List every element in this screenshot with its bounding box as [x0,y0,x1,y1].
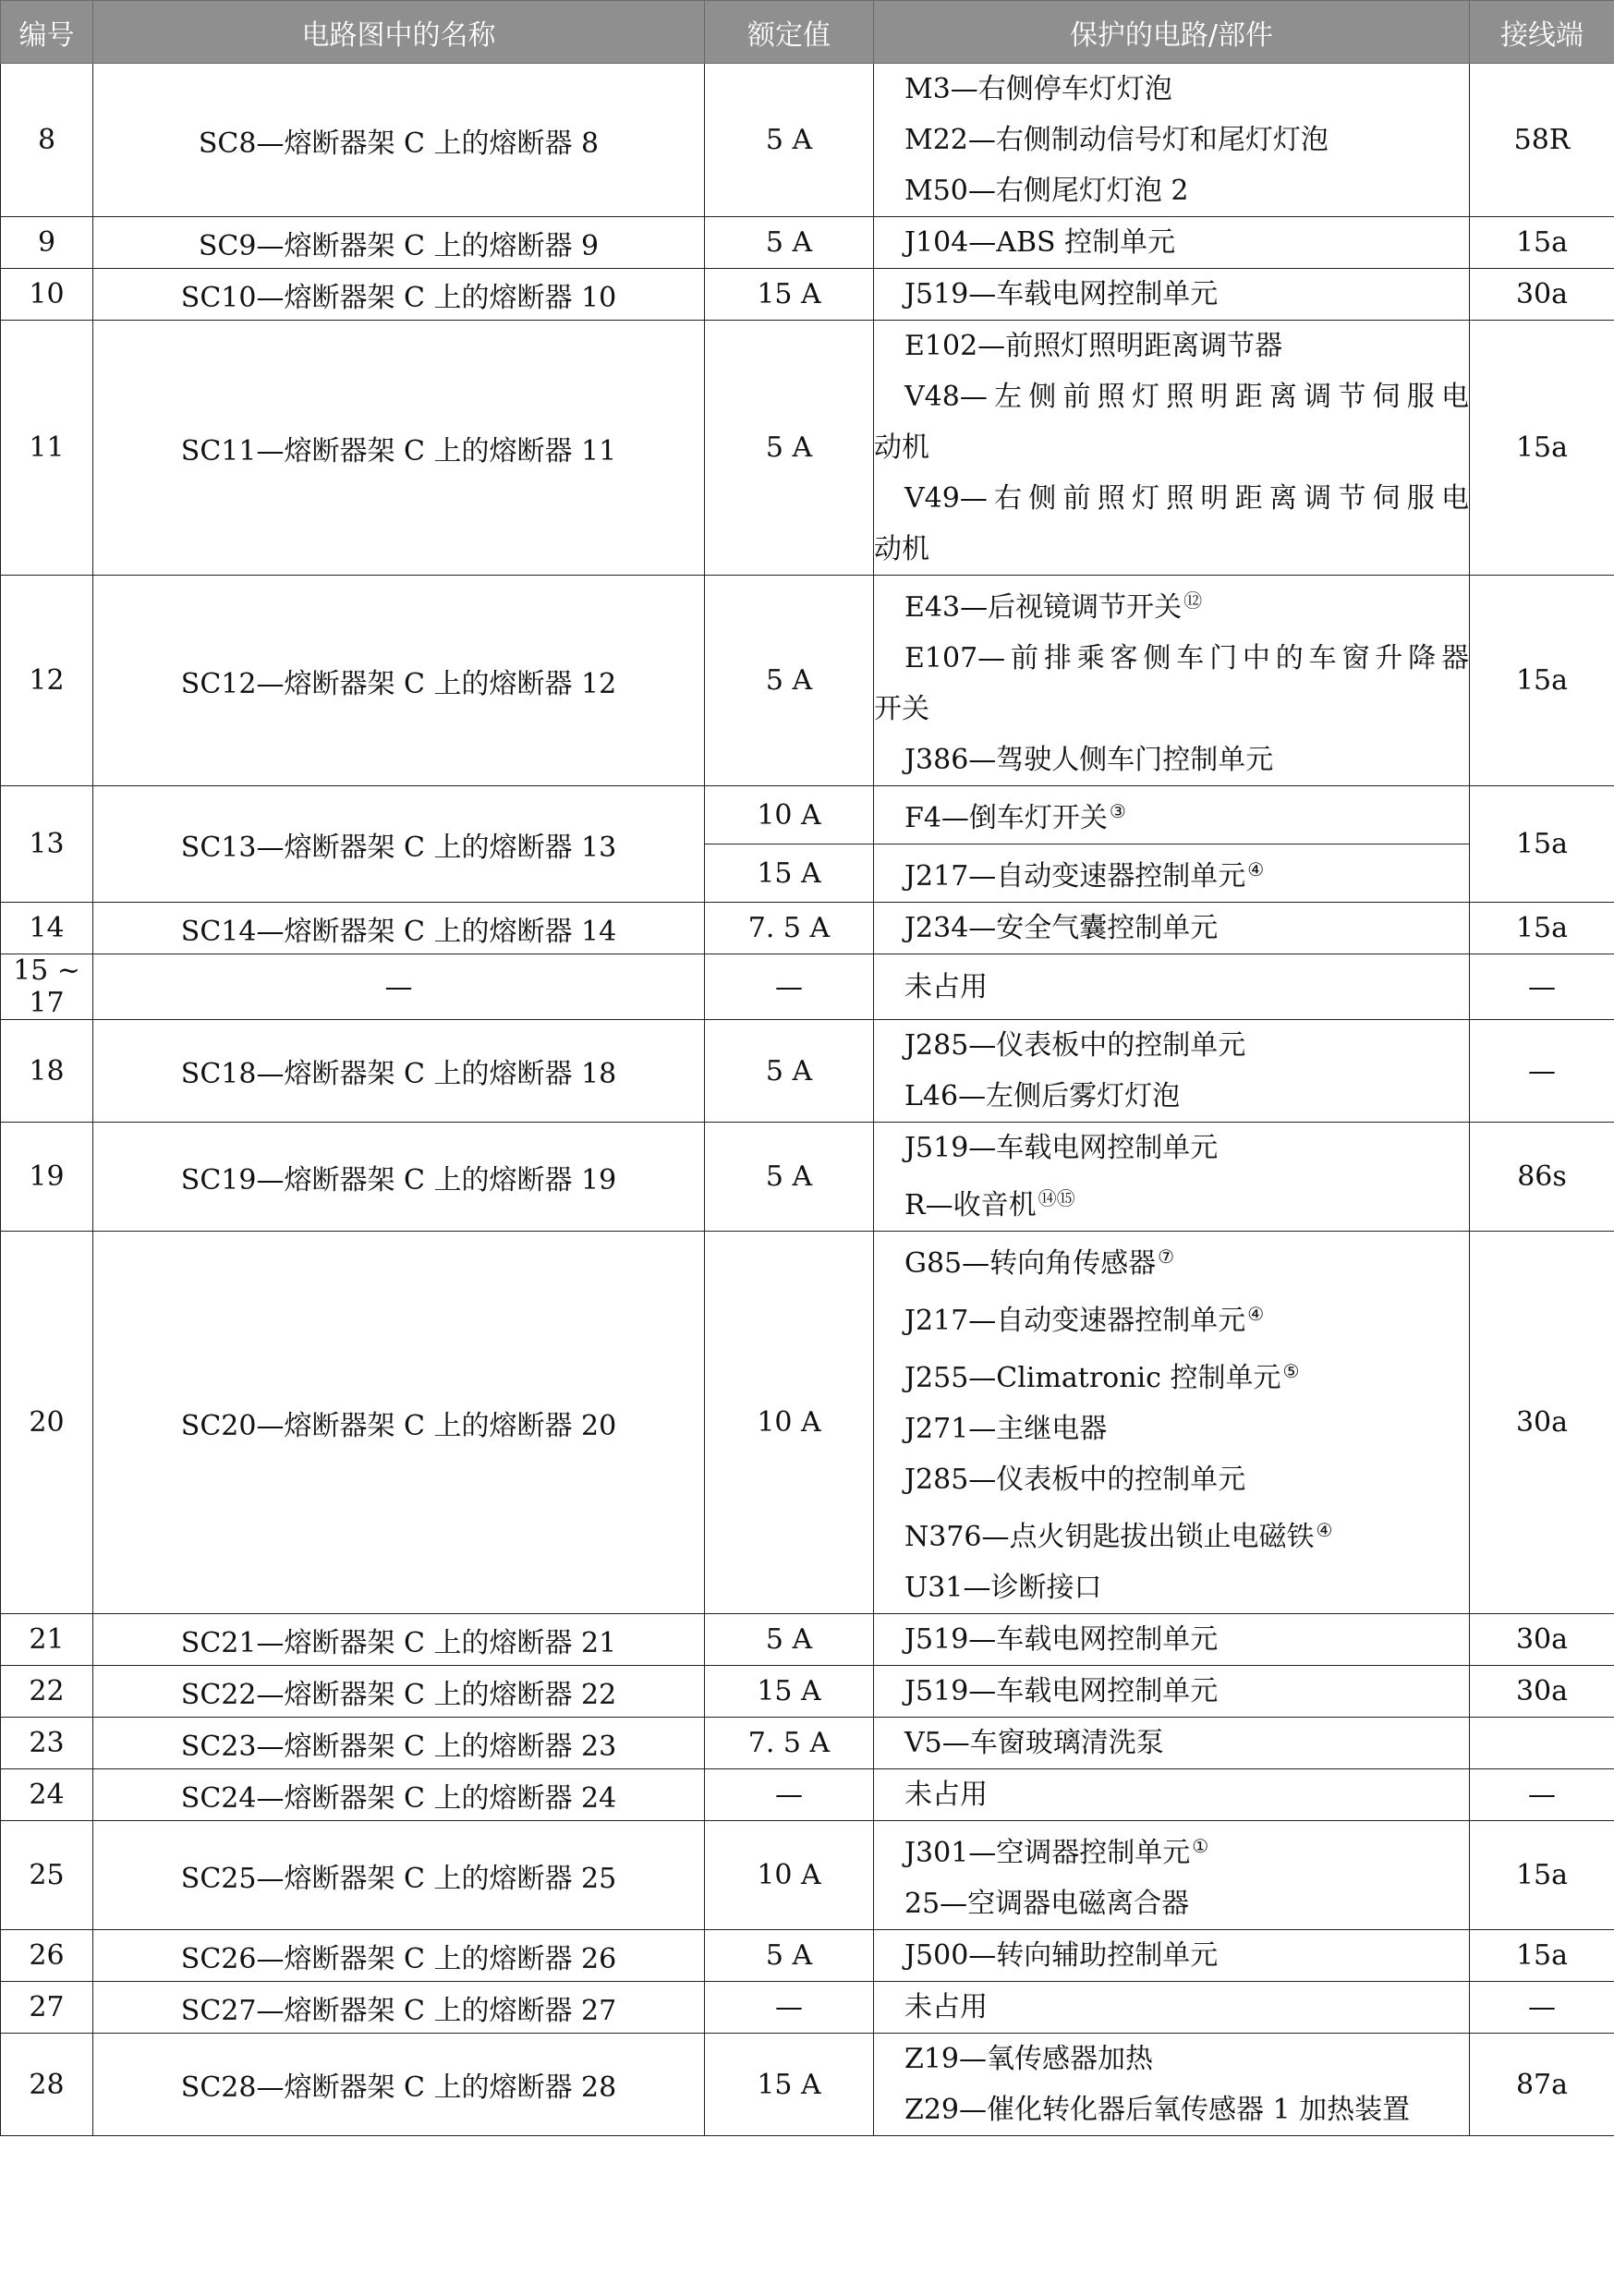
part-line [874,1232,1469,1289]
part-text: 25—空调器电磁离合器 [904,1888,1190,1920]
part-line [874,1718,1469,1768]
part-text: E107—前排乘客侧车门中的车窗升降器 [904,642,1469,674]
terminal [1470,1718,1614,1769]
table-row [1,1769,1614,1821]
part-line-continued [874,422,1469,473]
part-line [874,786,1469,844]
fuse-number: 14 [1,903,93,954]
fuse-rating: 10 A [705,786,874,844]
table-row [1,64,1614,217]
part-line-continued [874,684,1469,735]
protected-parts [874,1821,1470,1930]
fuse-number: 26 [1,1930,93,1982]
fuse-rating: 7. 5 A [705,903,874,954]
protected-parts [874,321,1470,576]
part-text: J285—仪表板中的控制单元 [904,1464,1246,1496]
footnote-marker: ④ [1247,1303,1265,1325]
fuse-rating: 5 A [705,1123,874,1232]
part-line [874,1769,1469,1820]
circuit-name: SC25—熔断器架 C 上的熔断器 25 [93,1821,705,1930]
protected-parts [874,903,1470,954]
circuit-name: SC12—熔断器架 C 上的熔断器 12 [93,576,705,786]
part-line [874,165,1469,216]
fuse-rating: 5 A [705,321,874,576]
part-line [874,1403,1469,1454]
part-text: J255—Climatronic 控制单元 [904,1362,1281,1394]
part-text: J519—车载电网控制单元 [904,278,1219,310]
part-line [874,1020,1469,1071]
circuit-name: — [93,954,705,1020]
part-text: V49—右侧前照灯照明距离调节伺服电 [904,482,1469,515]
part-line [874,115,1469,165]
circuit-name: SC28—熔断器架 C 上的熔断器 28 [93,2034,705,2136]
part-line [874,1173,1469,1231]
fuse-number: 12 [1,576,93,786]
table-row [1,1123,1614,1232]
table-row [1,1666,1614,1718]
fuse-rating: 5 A [705,1614,874,1666]
terminal: — [1470,1020,1614,1123]
fuse-number: 22 [1,1666,93,1718]
part-line [874,1071,1469,1122]
footnote-marker: ⑦ [1158,1245,1175,1268]
part-line [874,1562,1469,1613]
part-text: 未占用 [904,970,988,1003]
circuit-name: SC8—熔断器架 C 上的熔断器 8 [93,64,705,217]
part-line [874,903,1469,954]
part-text: J217—自动变速器控制单元 [904,860,1246,893]
terminal: 30a [1470,1614,1614,1666]
part-line [874,735,1469,785]
terminal: 30a [1470,1666,1614,1718]
terminal: 30a [1470,1232,1614,1614]
terminal: 15a [1470,321,1614,576]
protected-parts [874,1614,1470,1666]
part-line [874,217,1469,268]
fuse-rating: 5 A [705,217,874,269]
header-terminal: 接线端 [1470,1,1614,64]
protected-parts [874,1982,1470,2034]
protected-parts [874,64,1470,217]
part-line [874,1505,1469,1562]
protected-parts [874,844,1470,903]
terminal: 15a [1470,786,1614,903]
header-protected-parts: 保护的电路/部件 [874,1,1470,64]
part-text: V5—车窗玻璃清洗泵 [904,1727,1164,1759]
terminal: 86s [1470,1123,1614,1232]
part-line [874,473,1469,524]
part-text: L46—左侧后雾灯灯泡 [904,1080,1181,1112]
fuse-rating: 7. 5 A [705,1718,874,1769]
circuit-name: SC9—熔断器架 C 上的熔断器 9 [93,217,705,269]
circuit-name: SC27—熔断器架 C 上的熔断器 27 [93,1982,705,2034]
part-line [874,1346,1469,1403]
table-row [1,903,1614,954]
part-text: J234—安全气囊控制单元 [904,912,1219,944]
part-text-continued: 动机 [874,431,929,464]
protected-parts [874,1123,1470,1232]
circuit-name: SC22—熔断器架 C 上的熔断器 22 [93,1666,705,1718]
table-row [1,1930,1614,1982]
protected-parts [874,1020,1470,1123]
part-line [874,321,1469,371]
part-text: 未占用 [904,1779,988,1811]
circuit-name: SC20—熔断器架 C 上的熔断器 20 [93,1232,705,1614]
part-line [874,1982,1469,2033]
protected-parts [874,2034,1470,2136]
header-circuit-name: 电路图中的名称 [93,1,705,64]
table-row [1,1982,1614,2034]
circuit-name: SC24—熔断器架 C 上的熔断器 24 [93,1769,705,1821]
fuse-number: 18 [1,1020,93,1123]
part-text: E43—后视镜调节开关 [904,591,1183,624]
fuse-rating: — [705,954,874,1020]
table-row [1,1020,1614,1123]
part-line [874,1289,1469,1346]
fuse-rating: 10 A [705,1232,874,1614]
part-line [874,1123,1469,1173]
footnote-marker: ⑫ [1183,589,1203,612]
part-text: R—收音机 [904,1189,1037,1221]
fuse-rating: — [705,1982,874,2034]
part-text-continued: 动机 [874,533,929,565]
protected-parts [874,1930,1470,1982]
table-row [1,321,1614,576]
fuse-rating: 10 A [705,1821,874,1930]
circuit-name: SC21—熔断器架 C 上的熔断器 21 [93,1614,705,1666]
terminal: 15a [1470,217,1614,269]
fuse-rating: 5 A [705,1930,874,1982]
circuit-name: SC23—熔断器架 C 上的熔断器 23 [93,1718,705,1769]
header-row [1,1,1614,64]
fuse-number: 21 [1,1614,93,1666]
protected-parts [874,1718,1470,1769]
fuse-rating: 15 A [705,844,874,903]
part-text: U31—诊断接口 [904,1572,1102,1604]
table-row [1,786,1614,844]
footnote-marker: ④ [1316,1519,1333,1541]
fuse-number: 9 [1,217,93,269]
header-number: 编号 [1,1,93,64]
part-text-continued: 开关 [874,693,929,725]
table-row [1,954,1614,1020]
fuse-number: 11 [1,321,93,576]
protected-parts [874,954,1470,1020]
part-line [874,1930,1469,1981]
part-line [874,371,1469,422]
part-text: M3—右侧停车灯灯泡 [904,73,1172,105]
terminal: — [1470,1769,1614,1821]
protected-parts [874,217,1470,269]
footnote-marker: ⑤ [1282,1360,1300,1382]
part-line [874,844,1469,902]
terminal: 15a [1470,1821,1614,1930]
part-text: V48—左侧前照灯照明距离调节伺服电 [904,381,1469,413]
terminal: 58R [1470,64,1614,217]
part-line [874,2034,1469,2084]
fuse-number: 25 [1,1821,93,1930]
part-line [874,576,1469,633]
circuit-name: SC26—熔断器架 C 上的熔断器 26 [93,1930,705,1982]
fuse-number: 24 [1,1769,93,1821]
fuse-rating: 5 A [705,1020,874,1123]
table-row [1,2034,1614,2136]
table-row [1,1718,1614,1769]
part-text: G85—转向角传感器 [904,1247,1157,1280]
footnote-marker: ⑭⑮ [1038,1187,1075,1209]
part-text: J285—仪表板中的控制单元 [904,1029,1246,1062]
table-row [1,1232,1614,1614]
part-text: M50—右侧尾灯灯泡 2 [904,175,1189,207]
terminal: — [1470,1982,1614,2034]
part-text: J500—转向辅助控制单元 [904,1939,1219,1972]
part-line [874,1821,1469,1878]
part-line [874,1454,1469,1505]
part-text: J386—驾驶人侧车门控制单元 [904,744,1274,776]
circuit-name: SC11—熔断器架 C 上的熔断器 11 [93,321,705,576]
terminal: 15a [1470,576,1614,786]
fuse-number: 27 [1,1982,93,2034]
terminal: 30a [1470,269,1614,321]
part-text: E102—前照灯照明距离调节器 [904,330,1283,362]
fuse-number: 23 [1,1718,93,1769]
part-text: Z29—催化转化器后氧传感器 1 加热装置 [904,2094,1411,2126]
footnote-marker: ④ [1247,858,1265,881]
fuse-rating: — [705,1769,874,1821]
part-text: J519—车载电网控制单元 [904,1675,1219,1707]
circuit-name: SC10—熔断器架 C 上的熔断器 10 [93,269,705,321]
part-line [874,1614,1469,1665]
protected-parts [874,1232,1470,1614]
protected-parts [874,786,1470,844]
part-text: Z19—氧传感器加热 [904,2043,1154,2075]
part-text: J519—车载电网控制单元 [904,1623,1219,1656]
part-line [874,64,1469,115]
fuse-rating: 15 A [705,1666,874,1718]
fuse-number: 28 [1,2034,93,2136]
protected-parts [874,269,1470,321]
part-line [874,269,1469,320]
table-row [1,1821,1614,1930]
part-line [874,962,1469,1013]
protected-parts [874,1666,1470,1718]
part-line [874,1878,1469,1929]
part-text: J104—ABS 控制单元 [904,226,1176,259]
circuit-name: SC19—熔断器架 C 上的熔断器 19 [93,1123,705,1232]
table-row [1,269,1614,321]
fuse-rating: 15 A [705,269,874,321]
fuse-number: 13 [1,786,93,903]
part-text: J271—主继电器 [904,1413,1108,1445]
table-body [1,64,1614,2136]
table-row [1,576,1614,786]
fuse-rating: 5 A [705,576,874,786]
terminal: — [1470,954,1614,1020]
header-rating: 额定值 [705,1,874,64]
table-row [1,217,1614,269]
fuse-number: 15 ~ 17 [1,954,93,1020]
part-line [874,2084,1469,2135]
terminal: 15a [1470,903,1614,954]
circuit-name: SC13—熔断器架 C 上的熔断器 13 [93,786,705,903]
part-text: J301—空调器控制单元 [904,1837,1191,1869]
fuse-number: 19 [1,1123,93,1232]
part-line [874,633,1469,684]
terminal: 15a [1470,1930,1614,1982]
part-text: J519—车载电网控制单元 [904,1132,1219,1164]
fuse-rating: 5 A [705,64,874,217]
footnote-marker: ③ [1109,800,1126,822]
fuse-number: 20 [1,1232,93,1614]
part-text: M22—右侧制动信号灯和尾灯灯泡 [904,124,1329,156]
protected-parts [874,576,1470,786]
terminal: 87a [1470,2034,1614,2136]
circuit-name: SC14—熔断器架 C 上的熔断器 14 [93,903,705,954]
table-row [1,1614,1614,1666]
protected-parts [874,1769,1470,1821]
part-text: F4—倒车灯开关 [904,802,1108,834]
part-text: 未占用 [904,1991,988,2023]
fuse-number: 10 [1,269,93,321]
fuse-number: 8 [1,64,93,217]
part-text: J217—自动变速器控制单元 [904,1305,1246,1337]
part-line-continued [874,524,1469,575]
fuse-rating: 15 A [705,2034,874,2136]
part-line [874,1666,1469,1717]
footnote-marker: ① [1192,1835,1209,1857]
part-text: N376—点火钥匙拔出锁止电磁铁 [904,1521,1315,1553]
circuit-name: SC18—熔断器架 C 上的熔断器 18 [93,1020,705,1123]
